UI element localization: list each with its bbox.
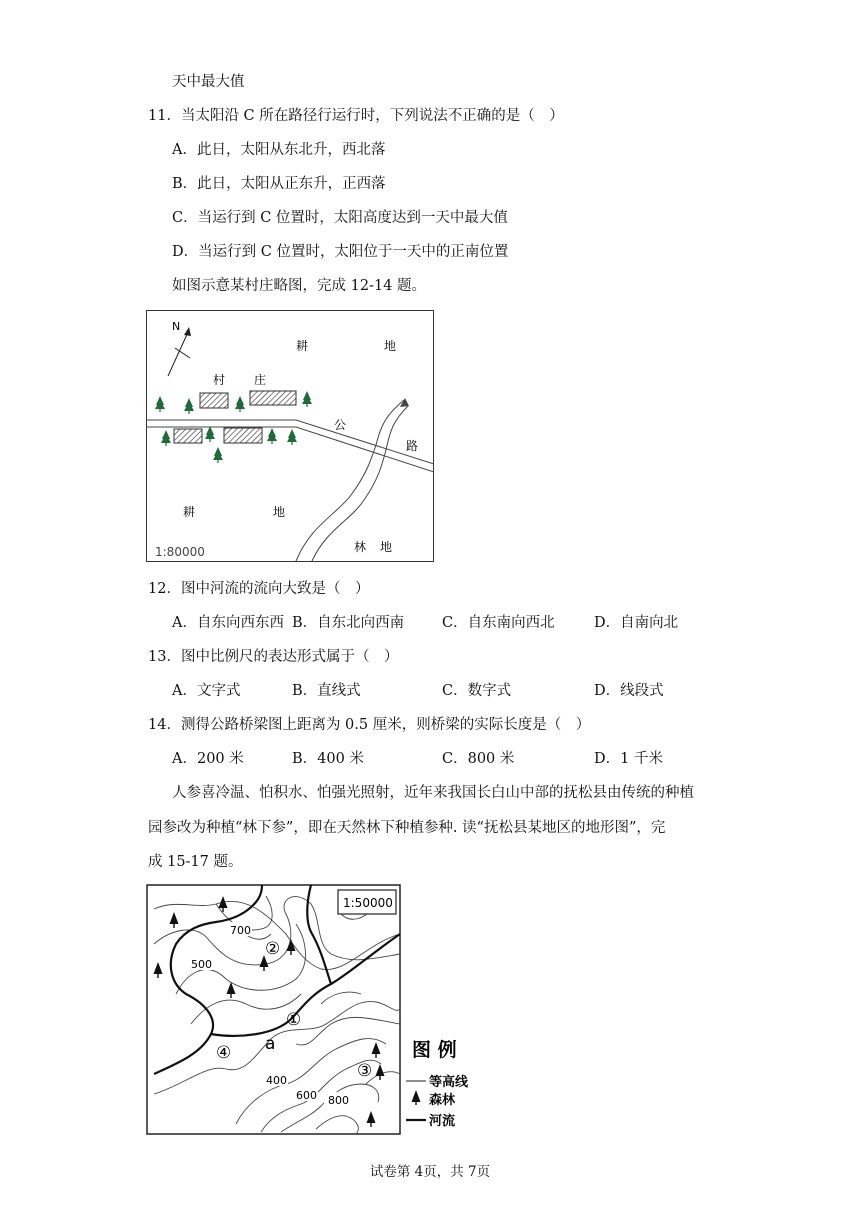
question-13: 13．图中比例尺的表达形式属于（ ） bbox=[148, 649, 399, 665]
point-a-label: a bbox=[265, 1034, 276, 1054]
passage-line-1: 人参喜冷温、怕积水、怕强光照射，近年来我国长白山中部的抚松县由传统的种植 bbox=[172, 785, 694, 801]
q13-option-b[interactable]: B．直线式 bbox=[292, 683, 361, 699]
house-icon bbox=[224, 428, 262, 443]
legend-forest: 森林 bbox=[429, 1093, 456, 1108]
contour-label-600: 600 bbox=[296, 1089, 317, 1102]
legend-river: 河流 bbox=[429, 1114, 456, 1129]
marker-1: ① bbox=[286, 1010, 302, 1030]
question-12: 12．图中河流的流向大致是（ ） bbox=[148, 581, 370, 597]
scale-text: 1:50000 bbox=[343, 896, 393, 910]
house-icon bbox=[174, 429, 202, 443]
q13-option-d[interactable]: D．线段式 bbox=[594, 683, 664, 699]
house-icon bbox=[250, 391, 296, 405]
marker-4: ④ bbox=[216, 1043, 232, 1063]
forest-label-1: 林 bbox=[354, 540, 367, 554]
q12-option-a[interactable]: A．自东向西东西 bbox=[172, 615, 284, 631]
q13-option-a[interactable]: A．文字式 bbox=[172, 683, 241, 699]
q14-option-b[interactable]: B．400 米 bbox=[292, 751, 364, 767]
contour-label-800: 800 bbox=[328, 1094, 349, 1107]
marker-3: ③ bbox=[357, 1061, 373, 1081]
continuation-text: 天中最大值 bbox=[172, 74, 245, 90]
contour-label-500: 500 bbox=[191, 958, 212, 971]
intro-12-14: 如图示意某村庄略图，完成 12-14 题。 bbox=[172, 278, 427, 294]
forest-icon bbox=[412, 1090, 421, 1105]
farmland-label-2b: 地 bbox=[273, 505, 286, 519]
topographic-map bbox=[146, 884, 486, 1136]
house-icon bbox=[200, 393, 228, 408]
q14-option-c[interactable]: C．800 米 bbox=[442, 751, 515, 767]
page-footer: 试卷第 4页，共 7页 bbox=[369, 1164, 491, 1180]
farmland-label-2: 耕 bbox=[183, 505, 196, 519]
legend-contour: 等高线 bbox=[429, 1075, 469, 1090]
q14-option-a[interactable]: A．200 米 bbox=[172, 751, 244, 767]
contour-label-700: 700 bbox=[230, 924, 251, 937]
q11-option-d[interactable]: D．当运行到 C 位置时，太阳位于一天中的正南位置 bbox=[172, 244, 509, 260]
village-label-1: 村 bbox=[213, 373, 226, 387]
forest-label-2: 地 bbox=[380, 540, 393, 554]
farmland-label-1: 耕 bbox=[296, 339, 309, 353]
q11-option-c[interactable]: C．当运行到 C 位置时，太阳高度达到一天中最大值 bbox=[172, 210, 508, 226]
contour-label-400: 400 bbox=[266, 1074, 287, 1087]
north-label: N bbox=[172, 320, 181, 333]
village-label-2: 庄 bbox=[254, 373, 267, 387]
farmland-label-1b: 地 bbox=[384, 339, 397, 353]
question-11: 11．当太阳沿 C 所在路径行运行时，下列说法不正确的是（ ） bbox=[148, 108, 564, 124]
q11-option-b[interactable]: B．此日，太阳从正东升，正西落 bbox=[172, 176, 386, 192]
q14-option-d[interactable]: D．1 千米 bbox=[594, 751, 663, 767]
scale-text: 1:80000 bbox=[155, 545, 205, 559]
passage-line-3: 成 15-17 题。 bbox=[148, 854, 243, 870]
road-label-1: 公 bbox=[334, 418, 347, 432]
q13-option-c[interactable]: C．数字式 bbox=[442, 683, 512, 699]
q11-option-a[interactable]: A．此日，太阳从东北升，西北落 bbox=[172, 142, 386, 158]
q12-option-d[interactable]: D．自南向北 bbox=[594, 615, 679, 631]
q12-option-c[interactable]: C．自东南向西北 bbox=[442, 615, 555, 631]
marker-2: ② bbox=[265, 939, 281, 959]
road-label-2: 路 bbox=[406, 439, 419, 453]
question-14: 14．测得公路桥梁图上距离为 0.5 厘米，则桥梁的实际长度是（ ） bbox=[148, 717, 591, 733]
q12-option-b[interactable]: B．自东北向西南 bbox=[292, 615, 405, 631]
village-map bbox=[146, 310, 434, 562]
legend-title: 图 例 bbox=[412, 1039, 457, 1061]
passage-line-2: 园参改为种植“林下参”，即在天然林下种植参种. 读“抚松县某地区的地形图”，完 bbox=[148, 820, 666, 836]
